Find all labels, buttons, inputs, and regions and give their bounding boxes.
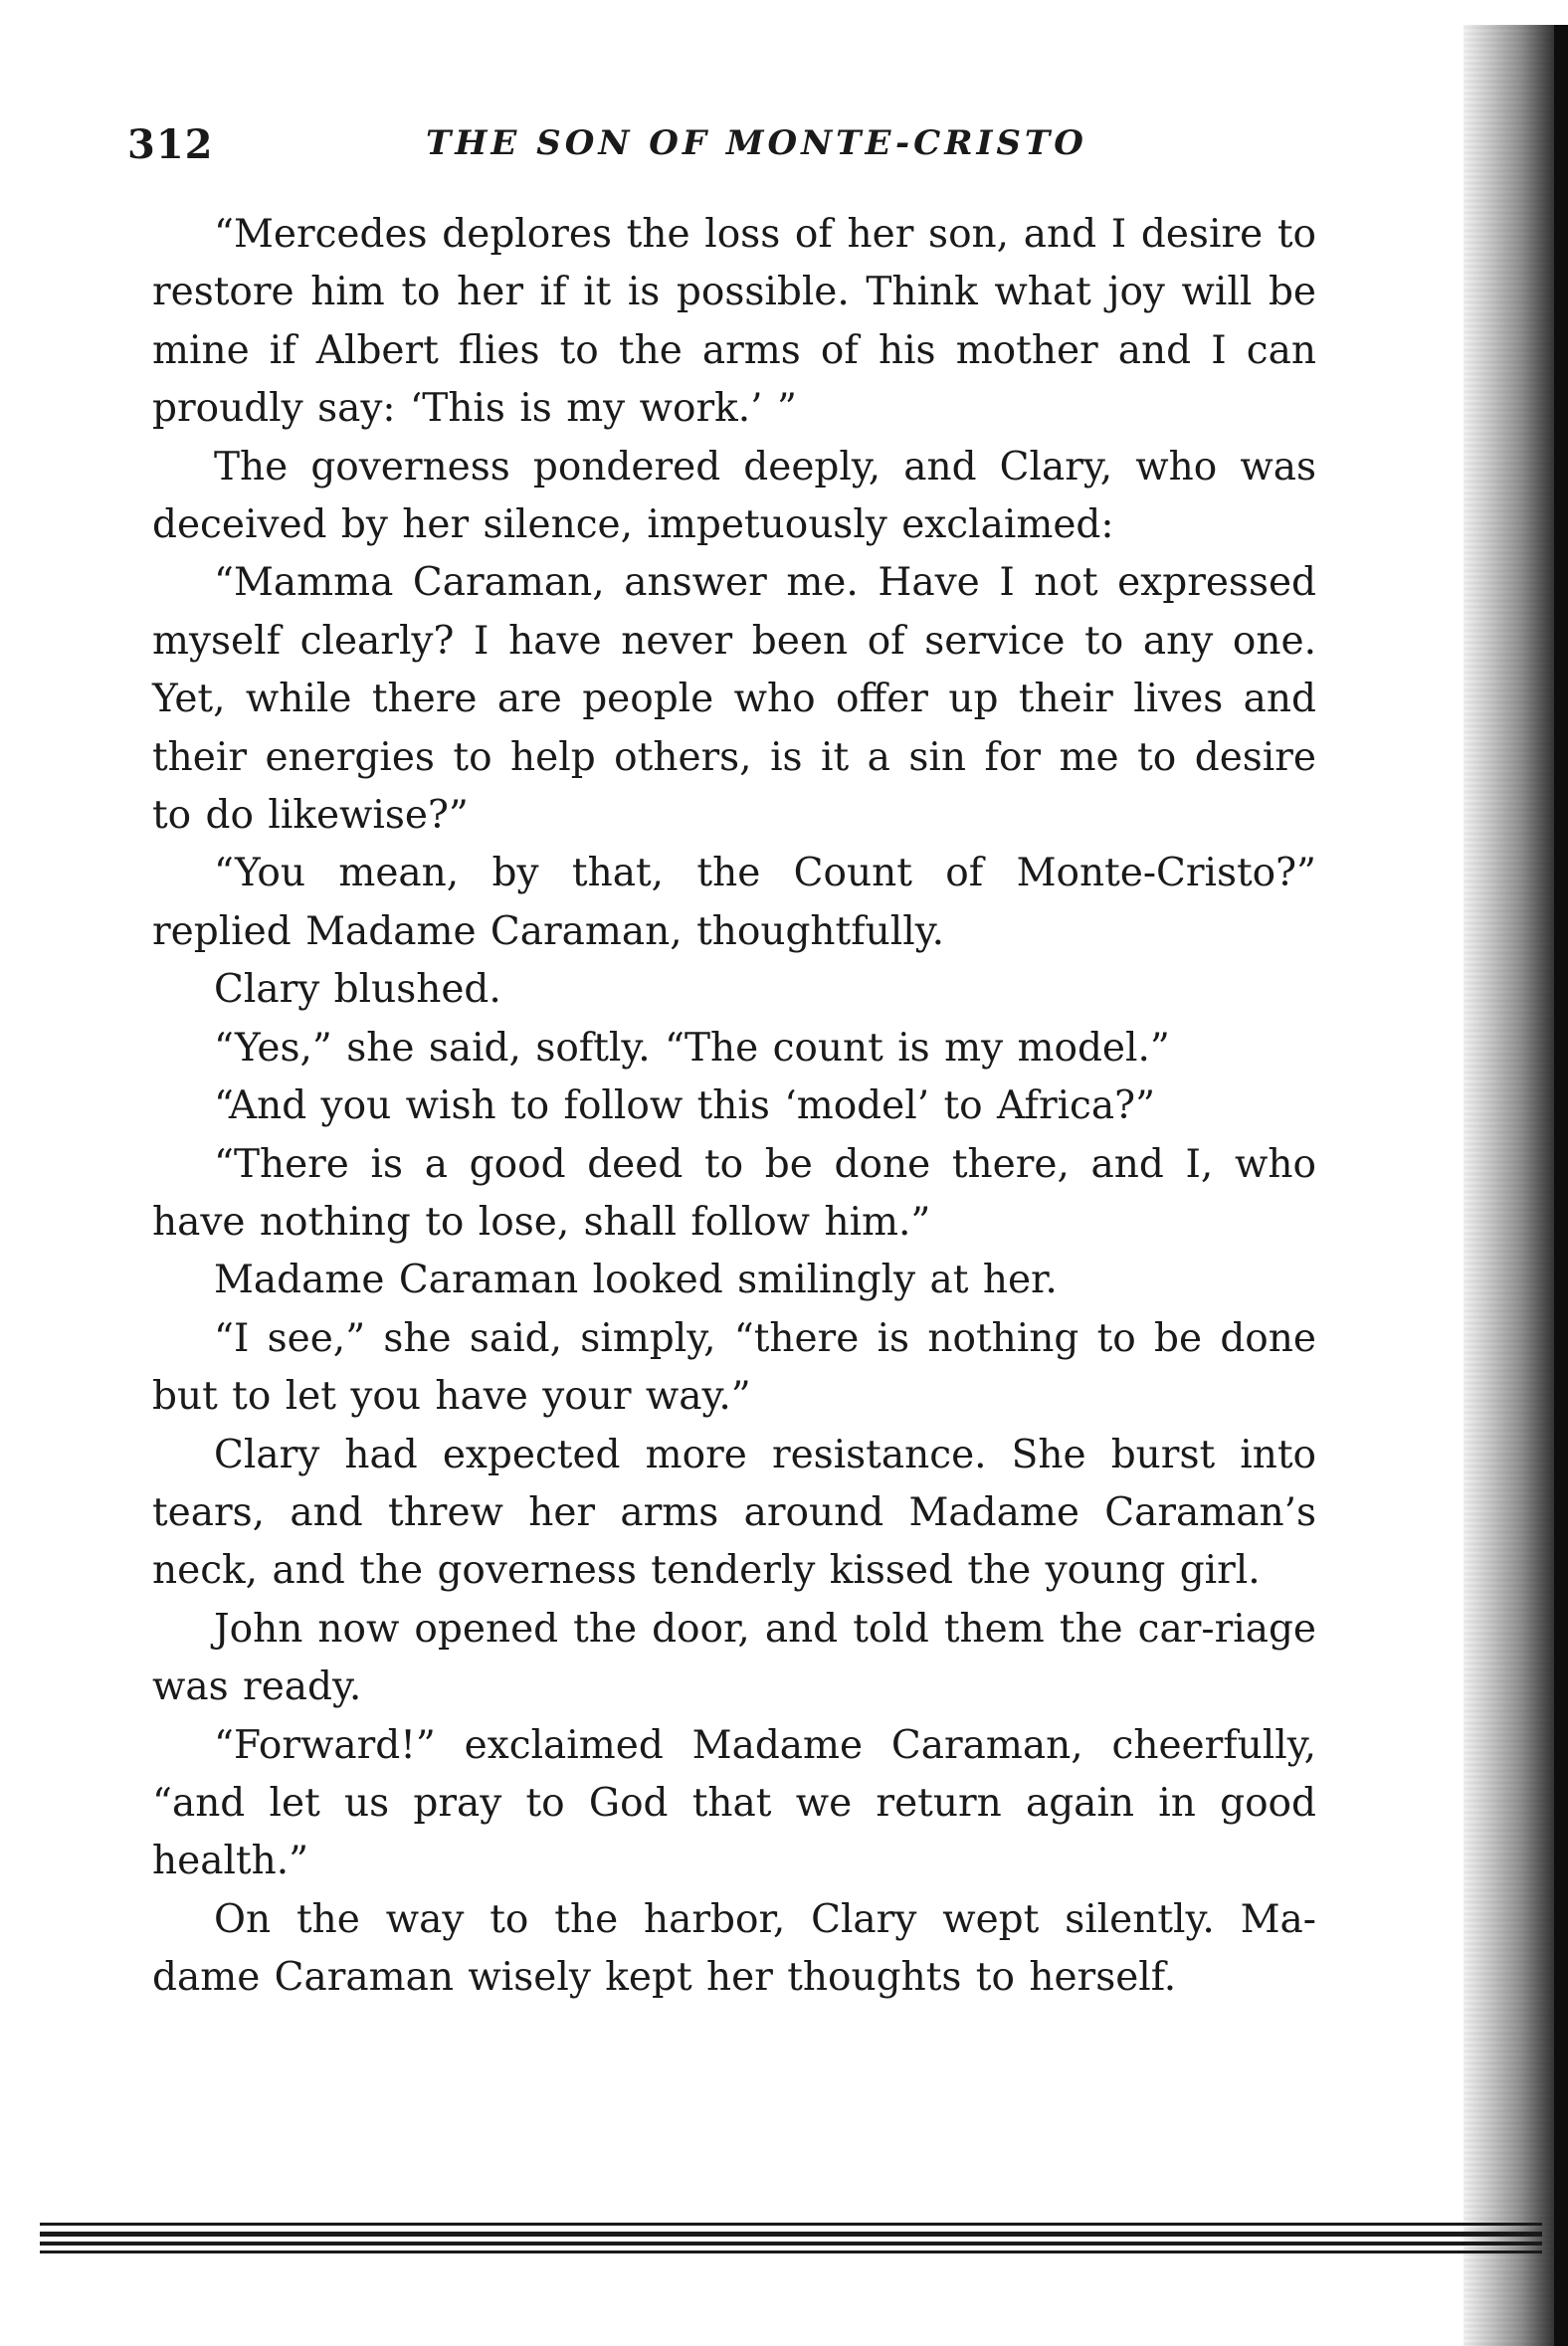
binding-edge	[1554, 25, 1568, 2346]
paragraph: On the way to the harbor, Clary wept silently. Ma-dame Caraman wisely kept her thoughts to herself.	[152, 1896, 1316, 2001]
paragraph: “Forward!” exclaimed Madame Caraman, cheerfully, “and let us pray to God that we return again in good health.”	[152, 1722, 1316, 1884]
paragraph: Clary had expected more resistance. She burst into tears, and threw her arms around Madame Caraman’s neck, and the governess tenderly kissed the young girl.	[152, 1432, 1316, 1594]
paragraph: “I see,” she said, simply, “there is nothing to be done but to let you have your way.”	[152, 1315, 1316, 1420]
paragraph: Clary blushed.	[214, 967, 501, 1013]
running-head	[127, 121, 1321, 181]
rule-line	[40, 2232, 1542, 2237]
page-number: 312	[127, 121, 214, 168]
rule-line	[40, 2250, 1542, 2253]
rule-line	[40, 2242, 1542, 2246]
paragraph: “Mamma Caraman, answer me. Have I not expressed myself clearly? I have never been of service to any one. Yet, while there are people who offer up their lives and their energies to help others, is it a sin for me to desire to do likewise?”	[152, 560, 1316, 839]
running-title: THE SON OF MONTE-CRISTO	[426, 123, 1087, 163]
bottom-rule	[40, 2223, 1542, 2262]
body-text	[152, 206, 1316, 2008]
rule-line	[40, 2223, 1542, 2226]
paragraph: John now opened the door, and told them the car-riage was ready.	[152, 1606, 1316, 1710]
paragraph: “Mercedes deplores the loss of her son, and I desire to restore him to her if it is possible. Think what joy will be mine if Albert flies to the arms of his mother and I can proudly say: ‘This is my work.’ ”	[152, 212, 1316, 432]
paragraph: Madame Caraman looked smilingly at her.	[214, 1258, 1058, 1303]
paragraph: “And you wish to follow this ‘model’ to Africa?”	[214, 1083, 1156, 1129]
binding-shadow	[1464, 25, 1568, 2346]
paragraph: “There is a good deed to be done there, and I, who have nothing to lose, shall follow him.”	[152, 1141, 1316, 1245]
paragraph: The governess pondered deeply, and Clary, who was deceived by her silence, impetuously exclaimed:	[152, 444, 1316, 548]
paragraph: “Yes,” she said, softly. “The count is my model.”	[214, 1025, 1170, 1071]
paragraph: “You mean, by that, the Count of Monte-Cristo?” replied Madame Caraman, thoughtfully.	[152, 851, 1316, 954]
